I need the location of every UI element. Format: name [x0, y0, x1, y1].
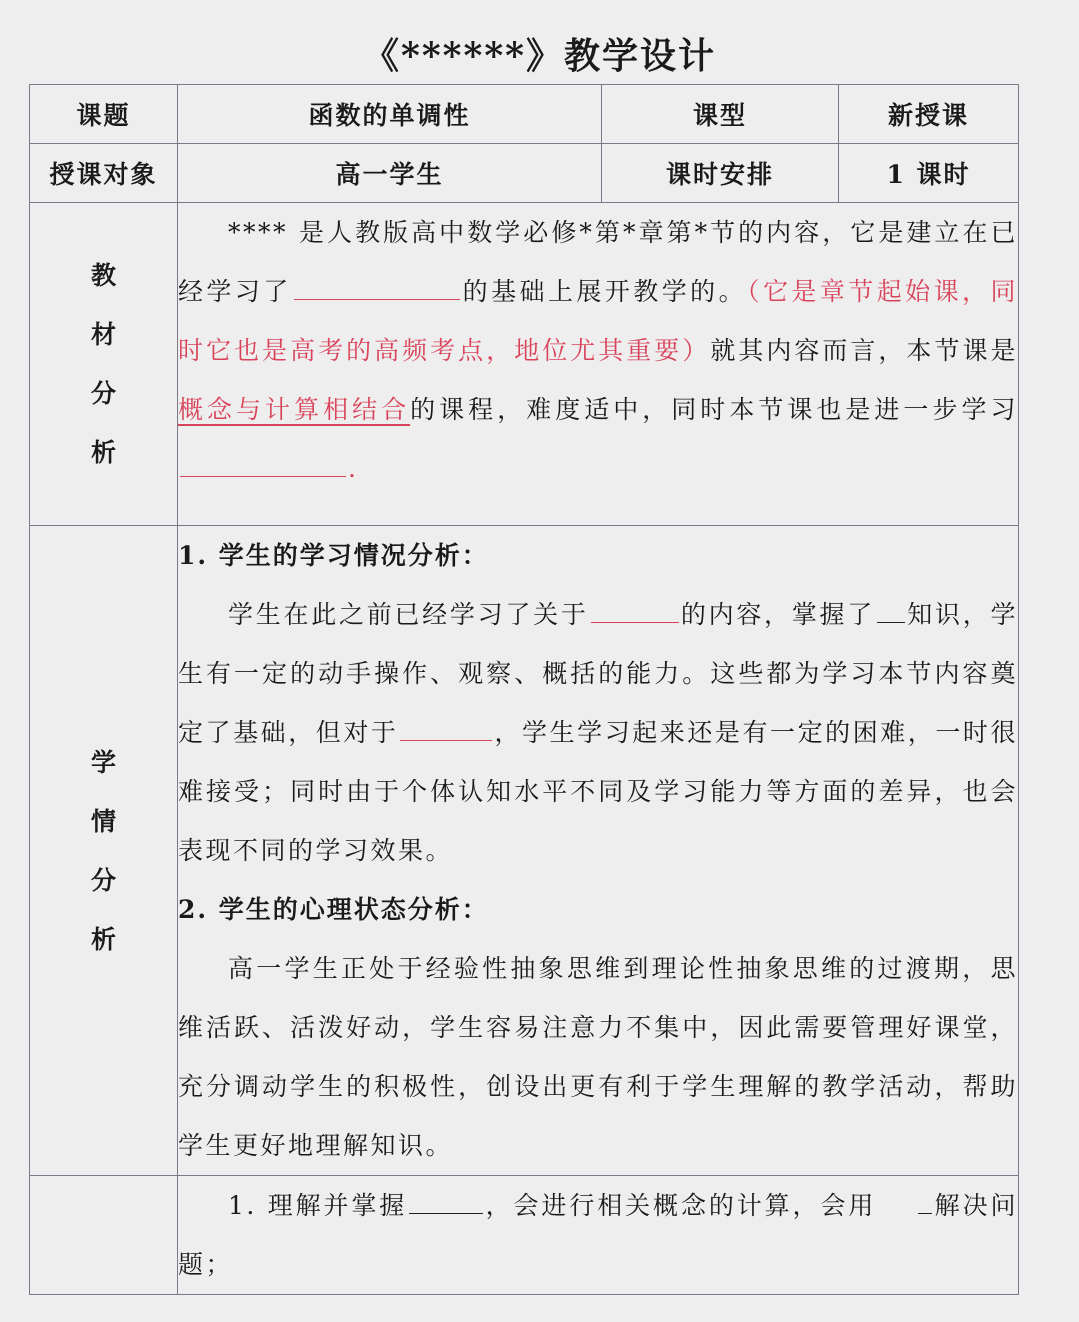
topic-value: 函数的单调性 — [178, 85, 602, 144]
table-row-student-analysis — [30, 526, 1019, 1176]
topic-label: 课题 — [30, 85, 178, 144]
lesson-type-value: 新授课 — [839, 85, 1019, 144]
fill-blank — [294, 298, 460, 300]
student-analysis-content — [178, 526, 1019, 1176]
student-learning-paragraph: 学生在此之前已经学习了关于 的内容，掌握了 知识，学生有一定的动手操作、观察、概括的能力。这些都为学习本节内容奠定了基础，但对于 ，学生学习起来还是有一定的困难，一时很难接受；同时由于个体认知水平不同及学习能力等方面的差异，也会表现不同的学习效果。 — [178, 600, 1018, 865]
material-analysis-paragraph: **** 是人教版高中数学必修*第*章第*节的内容，它是建立在已经学习了 的基础上展开教学的。（它是章节起始课，同时它也是高考的高频考点，地位尤其重要）就其内容而言，本节课是概念与计算相结合的课程，难度适中，同时本节课也是进一步学习. — [178, 218, 1018, 483]
fill-blank — [409, 1212, 483, 1214]
fill-blank — [400, 739, 492, 741]
audience-value: 高一学生 — [178, 144, 602, 203]
audience-label: 授课对象 — [30, 144, 178, 203]
student-analysis-label: 学 情 分 析 — [30, 526, 178, 1176]
highlight-text: 概念与计算相结合 — [178, 395, 411, 424]
table-row-topic — [30, 85, 1019, 144]
schedule-label: 课时安排 — [602, 144, 839, 203]
section-heading: 1. 学生的学习情况分析： — [178, 541, 489, 570]
material-analysis-label: 教 材 分 析 — [30, 203, 178, 526]
red-note: （它是章节起始课，同时它也是高考的高频考点，地位尤其重要） — [178, 277, 1018, 365]
document-title: 《******》教学设计 — [363, 35, 716, 77]
material-analysis-content — [178, 203, 1019, 526]
section-heading: 2. 学生的心理状态分析： — [178, 895, 489, 924]
schedule-value: 1 课时 — [839, 144, 1019, 203]
fill-blank — [877, 621, 905, 623]
table-row-material-analysis — [30, 203, 1019, 526]
table-row-audience — [30, 144, 1019, 203]
lesson-plan-table — [29, 84, 1019, 1295]
fill-blank — [591, 621, 679, 623]
fill-blank — [180, 475, 346, 477]
fill-blank — [918, 1212, 932, 1214]
objective-item: 1. 理解并掌握 ，会进行相关概念的计算，会用 解决问题； — [178, 1191, 1018, 1279]
table-row-objectives — [30, 1176, 1019, 1295]
objectives-label — [30, 1176, 178, 1295]
objectives-content — [178, 1176, 1019, 1295]
lesson-type-label: 课型 — [602, 85, 839, 144]
student-psychology-paragraph: 高一学生正处于经验性抽象思维到理论性抽象思维的过渡期，思维活跃、活泼好动，学生容易注意力不集中，因此需要管理好课堂，充分调动学生的积极性，创设出更有利于学生理解的教学活动，帮助学生更好地理解知识。 — [178, 954, 1018, 1160]
